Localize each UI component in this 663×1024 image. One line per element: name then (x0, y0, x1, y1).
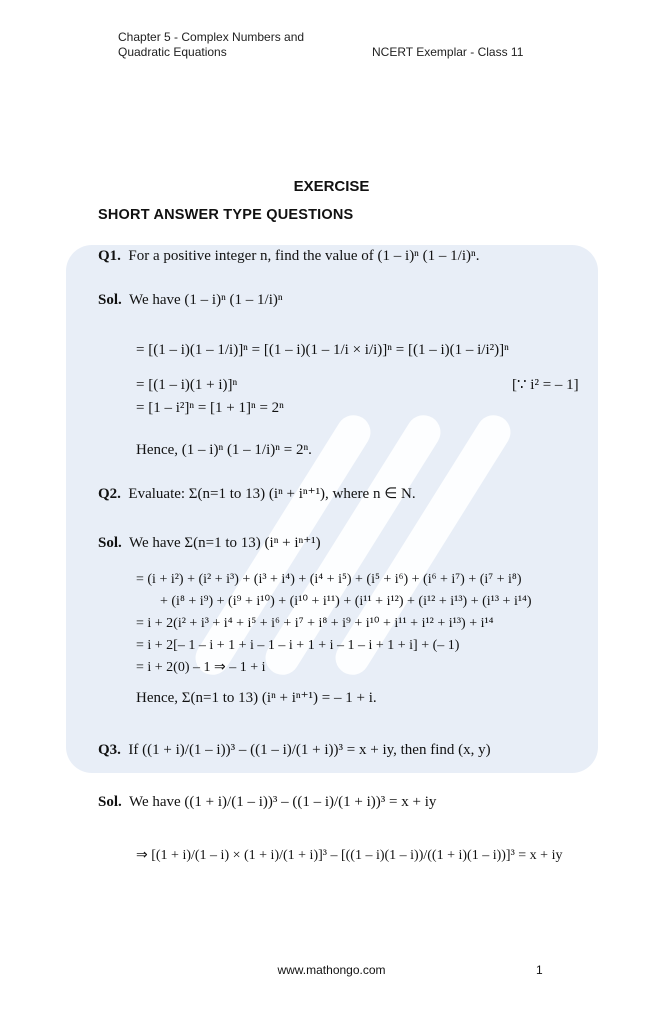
q3-label: Q3. (98, 742, 121, 758)
section-title: EXERCISE (293, 178, 370, 195)
q2-sol-text-1: We have Σ(n=1 to 13) (iⁿ + iⁿ⁺¹) (129, 535, 321, 551)
q3-sol-text-1: We have ((1 + i)/(1 – i))³ – ((1 – i)/(1 + i))³ = x + iy (129, 794, 437, 810)
q1-sol-line-4: = [1 – i²]ⁿ = [1 + 1]ⁿ = 2ⁿ (136, 400, 284, 416)
q2-sol-line-2: = (i + i²) + (i² + i³) + (i³ + i⁴) + (i⁴ + i⁵) + (i⁵ + i⁶) + (i⁶ + i⁷) + (i⁷ + i⁸) (136, 572, 522, 587)
q1-sol-line-5: Hence, (1 – i)ⁿ (1 – 1/i)ⁿ = 2ⁿ. (136, 442, 312, 458)
q2-sol-line-3: + (i⁸ + i⁹) + (i⁹ + i¹⁰) + (i¹⁰ + i¹¹) + (i¹¹ + i¹²) + (i¹² + i¹³) + (i¹³ + i¹⁴) (160, 594, 532, 609)
q2-sol-line-1 (98, 533, 321, 553)
q1-text: For a positive integer n, find the value of (1 – i)ⁿ (1 – 1/i)ⁿ. (128, 248, 480, 264)
q1-sol-line-2: = [(1 – i)(1 – 1/i)]ⁿ = [(1 – i)(1 – 1/i × i/i)]ⁿ = [(1 – i)(1 – i/i²)]ⁿ (136, 342, 509, 358)
chapter-line-1: Chapter 5 - Complex Numbers and (118, 30, 305, 44)
q1-sol-line-3: = [(1 – i)(1 + i)]ⁿ (136, 377, 238, 393)
q3-question (98, 740, 491, 760)
q2-sol-label: Sol. (98, 535, 122, 551)
chapter-header (118, 30, 304, 60)
q2-sol-line-4: = i + 2(i² + i³ + i⁴ + i⁵ + i⁶ + i⁷ + i⁸ + i⁹ + i¹⁰ + i¹¹ + i¹² + i¹³) + i¹⁴ (136, 616, 494, 631)
footer-url: www.mathongo.com (277, 963, 386, 977)
book-header: NCERT Exemplar - Class 11 (372, 45, 524, 59)
q2-sol-line-5: = i + 2[– 1 – i + 1 + i – 1 – i + 1 + i – 1 – i + 1 + i] + (– 1) (136, 638, 460, 653)
q1-sol-label: Sol. (98, 292, 122, 308)
chapter-line-2: Quadratic Equations (118, 45, 227, 59)
q1-sol-line-1 (98, 290, 283, 310)
page-number: 1 (536, 963, 543, 977)
q2-text: Evaluate: Σ(n=1 to 13) (iⁿ + iⁿ⁺¹), where n ∈ N. (128, 486, 416, 502)
q3-sol-line-2: ⇒ [(1 + i)/(1 – i) × (1 + i)/(1 + i)]³ – [((1 – i)(1 – i))/((1 + i)(1 – i))]³ = x + iy (136, 848, 563, 863)
q1-sol-text-1: We have (1 – i)ⁿ (1 – 1/i)ⁿ (129, 292, 283, 308)
q2-label: Q2. (98, 486, 121, 502)
section-subtitle: SHORT ANSWER TYPE QUESTIONS (98, 207, 354, 223)
q3-text: If ((1 + i)/(1 – i))³ – ((1 – i)/(1 + i))³ = x + iy, then find (x, y) (128, 742, 491, 758)
q2-sol-line-7: Hence, Σ(n=1 to 13) (iⁿ + iⁿ⁺¹) = – 1 + i. (136, 690, 377, 706)
q2-sol-line-6: = i + 2(0) – 1 ⇒ – 1 + i (136, 660, 266, 675)
q1-question (98, 246, 479, 266)
q3-sol-line-1 (98, 792, 436, 812)
q1-label: Q1. (98, 248, 121, 264)
q1-sol-note: [∵ i² = – 1] (512, 377, 579, 393)
q2-question (98, 484, 416, 504)
q3-sol-label: Sol. (98, 794, 122, 810)
